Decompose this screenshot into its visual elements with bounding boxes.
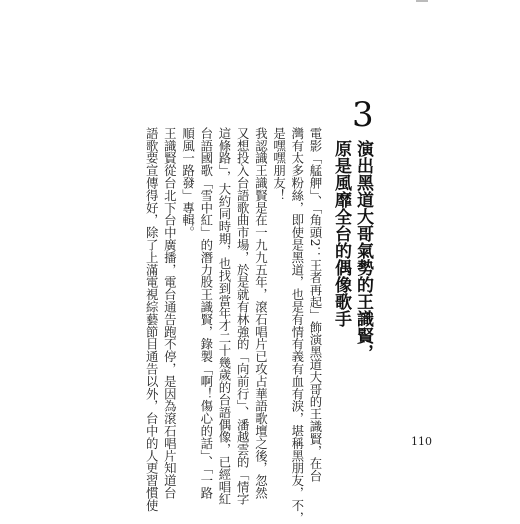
body-text-column: 順風一路發」專輯。 [180, 127, 196, 239]
body-text [142, 127, 324, 524]
body-text-column: 是嘿嘿朋友！ [271, 127, 287, 202]
body-text-column: 王識賢從台北下台中廣播，電台通告跑不停，是因為滾石唱片知道台 [162, 127, 178, 499]
chapter-title-line: 演出黑道大哥氣勢的王識賢， [353, 140, 373, 361]
chapter-number: 3 [352, 95, 374, 135]
body-text-column: 台語國歌「雪中紅」的潛力股王識賢，錄製「啊！傷心的話」、「一路 [198, 127, 214, 499]
body-text-column: 電影「艋舺」、「角頭2：王者再起」飾演黑道大哥的王識賢，在台 [308, 127, 323, 483]
chapter-title [330, 140, 374, 440]
chapter-title-line: 原是風靡全台的偶像歌手 [331, 140, 351, 327]
body-text-column: 語歌要宣傳得好，除了上滿電視綜藝節目通告以外，台中的人更習慣使 [144, 127, 160, 512]
page-number: 110 [411, 435, 432, 448]
body-text-column: 又想投入台語歌曲市場，於是就有林強的「向前行」、潘越雲的「情字 [235, 127, 251, 506]
top-edge-mark [416, 0, 428, 2]
body-text-column: 這條路」，大約同時期，也找到當年才二十幾歲的台語偶像，已經唱紅 [216, 127, 232, 506]
body-text-column: 我認識王識賢是在一九九五年，滾石唱片已攻占華語歌壇之後，忽然 [253, 127, 269, 499]
body-text-column: 灣有太多粉絲，即使是黑道，也是有情有義有血有淚，堪稱黑朋友，不， [289, 127, 305, 524]
